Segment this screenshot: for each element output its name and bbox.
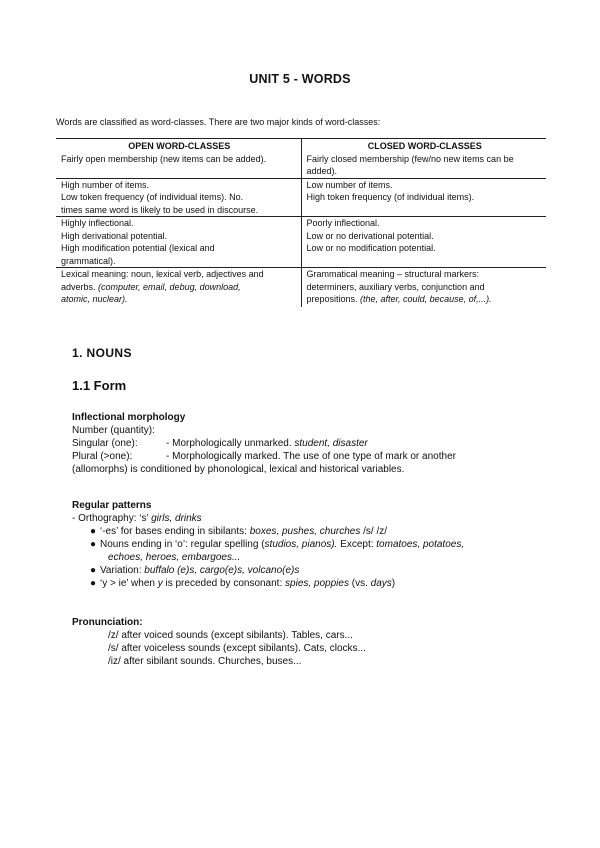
orthography-line	[72, 512, 464, 525]
page-title: UNIT 5 - WORDS	[249, 72, 351, 86]
list-text: Nouns ending in ‘o’: regular spelling (	[100, 539, 265, 550]
cell-line: High derivational potential.	[61, 230, 168, 241]
pronunciation-line: /s/ after voiceless sounds (except sibilants). Cats, clocks...	[108, 643, 366, 654]
list-text: Variation:	[100, 565, 145, 576]
table-row	[56, 217, 546, 268]
word-classes-table	[56, 138, 546, 307]
intro-text: Words are classified as word-classes. There are two major kinds of word-classes:	[56, 117, 381, 127]
list-item	[72, 538, 464, 551]
list-text: )	[391, 578, 396, 589]
list-text: ‘-es’ for bases ending in sibilants:	[100, 526, 250, 537]
plural-line-continued: (allomorphs) is conditioned by phonological, lexical and historical variables.	[72, 464, 405, 475]
cell-line: grammatical).	[61, 255, 116, 266]
singular-line	[72, 437, 456, 450]
list-text: ‘y > ie’ when	[100, 578, 158, 589]
cell-line: High number of items.	[61, 179, 150, 190]
pronunciation-block	[72, 616, 366, 668]
list-text: is preceded by consonant:	[162, 578, 286, 589]
cell-line: High token frequency (of individual items).	[306, 192, 475, 202]
regular-block	[72, 499, 464, 590]
bullet-icon: ●	[90, 526, 97, 537]
list-examples: buffalo (e)s, cargo(e)s, volcano(e)s	[144, 565, 300, 576]
cell-line: Low or no modification potential.	[306, 243, 436, 253]
cell-line: Fairly open membership (new items can be added).	[61, 153, 267, 164]
list-text: /s/ /z/	[360, 526, 388, 537]
cell-line: Low token frequency (of individual items). No.	[61, 192, 244, 202]
table-cell	[301, 178, 546, 217]
closed-header: CLOSED WORD-CLASSES	[301, 139, 546, 153]
list-examples: tomatoes, potatoes,	[376, 539, 465, 550]
singular-examples: student, disaster	[294, 438, 368, 449]
table-row	[56, 268, 546, 307]
list-item	[72, 564, 464, 577]
table-cell	[301, 268, 546, 307]
cell-line: times same word is likely to be used in discourse.	[61, 204, 259, 215]
cell-examples: (computer, email, debug, download,	[98, 281, 241, 292]
cell-line: Poorly inflectional.	[306, 218, 380, 228]
list-examples: studios, pianos).	[264, 539, 338, 550]
bullet-icon: ●	[90, 539, 97, 550]
singular-text: - Morphologically unmarked.	[166, 438, 295, 449]
regular-heading: Regular patterns	[72, 500, 152, 511]
table-row	[56, 153, 546, 179]
cell-line: Lexical meaning: noun, lexical verb, adjectives and	[61, 269, 264, 279]
table-cell	[301, 153, 546, 179]
cell-text: adverbs.	[61, 281, 99, 292]
table-row	[56, 178, 546, 217]
orthography-text: - Orthography: ‘s’	[72, 513, 152, 524]
singular-label: Singular (one):	[72, 438, 138, 449]
bullet-icon: ●	[90, 565, 97, 576]
section-heading-nouns: 1. NOUNS	[72, 346, 132, 360]
cell-line: Highly inflectional.	[61, 218, 134, 228]
cell-line	[61, 281, 298, 294]
table-cell	[56, 217, 301, 268]
list-examples: boxes, pushes, churches	[249, 526, 361, 537]
list-examples: days	[370, 578, 392, 589]
cell-text: prepositions.	[306, 294, 361, 304]
inflectional-block	[72, 411, 456, 476]
cell-line: Low number of items.	[306, 179, 393, 190]
table-header-row	[56, 139, 546, 153]
list-item	[72, 525, 464, 538]
inflectional-heading: Inflectional morphology	[72, 412, 186, 423]
plural-line	[72, 450, 456, 463]
cell-line: determiners, auxiliary verbs, conjunction and	[306, 281, 485, 292]
list-item	[72, 577, 464, 590]
list-text: (vs.	[348, 578, 371, 589]
list-examples: y	[157, 578, 163, 589]
number-line: Number (quantity):	[72, 425, 155, 436]
plural-text: - Morphologically marked. The use of one type of mark or another	[166, 451, 456, 462]
plural-label: Plural (>one):	[72, 451, 133, 462]
orthography-examples: girls, drinks	[151, 513, 202, 524]
pronunciation-line: /z/ after voiced sounds (except sibilants). Tables, cars...	[108, 630, 353, 641]
cell-line: Grammatical meaning – structural markers:	[306, 269, 480, 279]
cell-examples: (the, after, could, because, of,...).	[360, 294, 492, 304]
cell-line: Low or no derivational potential.	[306, 230, 434, 241]
open-header: OPEN WORD-CLASSES	[56, 139, 301, 153]
cell-line	[307, 293, 544, 306]
cell-line: High modification potential (lexical and	[61, 243, 215, 253]
cell-examples: atomic, nuclear).	[61, 294, 128, 304]
table-cell	[301, 217, 546, 268]
section-heading-form: 1.1 Form	[72, 378, 127, 393]
table-cell	[56, 178, 301, 217]
cell-line: added).	[306, 166, 338, 176]
pronunciation-heading: Pronunciation:	[72, 617, 143, 628]
table-cell	[56, 268, 301, 307]
table-cell	[56, 153, 301, 179]
pronunciation-line: /iz/ after sibilant sounds. Churches, buses...	[108, 656, 302, 667]
list-item-continued: echoes, heroes, embargoes...	[108, 552, 241, 563]
cell-line: Fairly closed membership (few/no new items can be	[306, 153, 514, 164]
list-examples: spies, poppies	[285, 578, 349, 589]
bullet-icon: ●	[90, 578, 97, 589]
list-text: Except:	[337, 539, 377, 550]
